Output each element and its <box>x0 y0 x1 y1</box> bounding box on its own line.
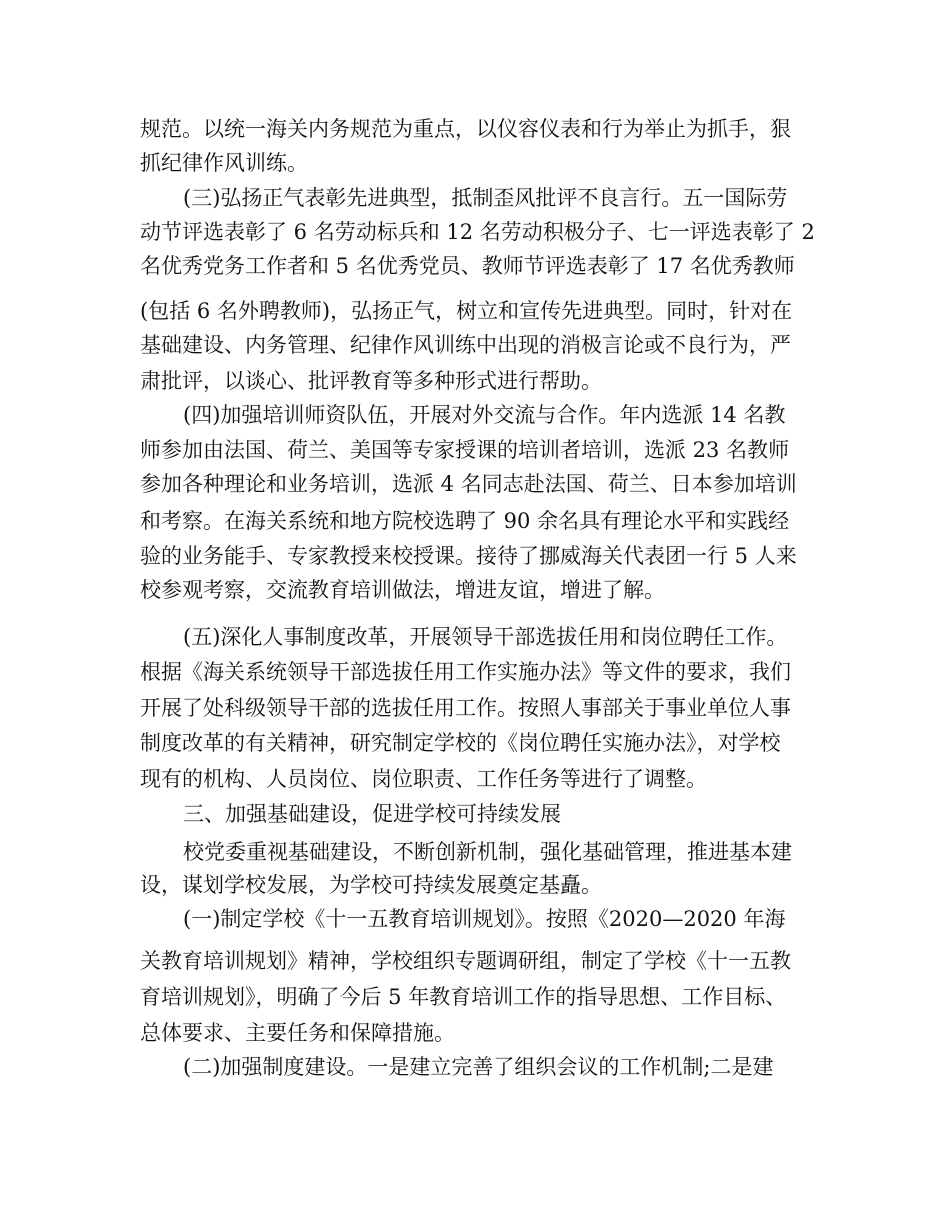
paragraph-heading-4: (四)加强培训师资队伍，开展对外交流与合作。年内选派 14 名教 <box>183 403 786 427</box>
body-text-line: 验的业务能手、专家教授来校授课。接待了挪威海关代表团一行 5 人来 <box>140 544 797 568</box>
body-text-line: 总体要求、主要任务和保障措施。 <box>140 1021 455 1045</box>
body-text-line: 育培训规划》，明确了今后 5 年教育培训工作的指导思想、工作目标、 <box>140 985 787 1009</box>
section-heading: 三、加强基础建设，促进学校可持续发展 <box>183 802 561 826</box>
body-text-line: 和考察。在海关系统和地方院校选聘了 90 余名具有理论水平和实践经 <box>140 509 790 533</box>
body-text-line: 根据《海关系统领导干部选拔任用工作实施办法》等文件的要求，我们 <box>140 660 791 684</box>
body-text-line: 现有的机构、人员岗位、岗位职责、工作任务等进行了调整。 <box>140 767 707 791</box>
body-text-line: 制度改革的有关精神，研究制定学校的《岗位聘任实施办法》，对学校 <box>140 731 781 755</box>
body-text-line: (包括 6 名外聘教师)，弘扬正气，树立和宣传先进典型。同时，针对在 <box>140 299 793 323</box>
body-text-line: 师参加由法国、荷兰、美国等专家授课的培训者培训，选派 23 名教师 <box>140 438 790 462</box>
body-text-line: 规范。以统一海关内务规范为重点，以仪容仪表和行为举止为抓手，狠 <box>140 117 791 141</box>
body-text-line: 参加各种理论和业务培训，选派 4 名同志赴法国、荷兰、日本参加培训 <box>140 472 797 496</box>
body-text-line: 肃批评，以谈心、批评教育等多种形式进行帮助。 <box>140 369 602 393</box>
paragraph-heading-2: (二)加强制度建设。一是建立完善了组织会议的工作机制;二是建 <box>183 1055 774 1079</box>
body-text-line: 关教育培训规划》精神，学校组织专题调研组，制定了学校《十一五教 <box>140 949 791 973</box>
body-text-line: 开展了处科级领导干部的选拔任用工作。按照人事部关于事业单位人事 <box>140 696 791 720</box>
body-text-line: 名优秀党务工作者和 5 名优秀党员、教师节评选表彰了 17 名优秀教师 <box>140 254 795 278</box>
body-text-line: 校参观考察，交流教育培训做法，增进友谊，增进了解。 <box>140 578 665 602</box>
body-text-line: 设，谋划学校发展，为学校可持续发展奠定基矗。 <box>140 873 602 897</box>
body-text-line: 抓纪律作风训练。 <box>140 151 308 175</box>
paragraph-heading-1: (一)制定学校《十一五教育培训规划》。按照《2020—2020 年海 <box>183 907 786 931</box>
body-text-line: 基础建设、内务管理、纪律作风训练中出现的消极言论或不良行为，严 <box>140 333 791 357</box>
paragraph-heading-3: (三)弘扬正气表彰先进典型，抵制歪风批评不良言行。五一国际劳 <box>183 186 788 210</box>
body-text-line: 动节评选表彰了 6 名劳动标兵和 12 名劳动积极分子、七一评选表彰了 2 <box>140 220 815 244</box>
paragraph-heading-5: (五)深化人事制度改革，开展领导干部选拔任用和岗位聘任工作。 <box>183 625 788 649</box>
body-text-line: 校党委重视基础建设，不断创新机制，强化基础管理，推进基本建 <box>183 840 792 864</box>
